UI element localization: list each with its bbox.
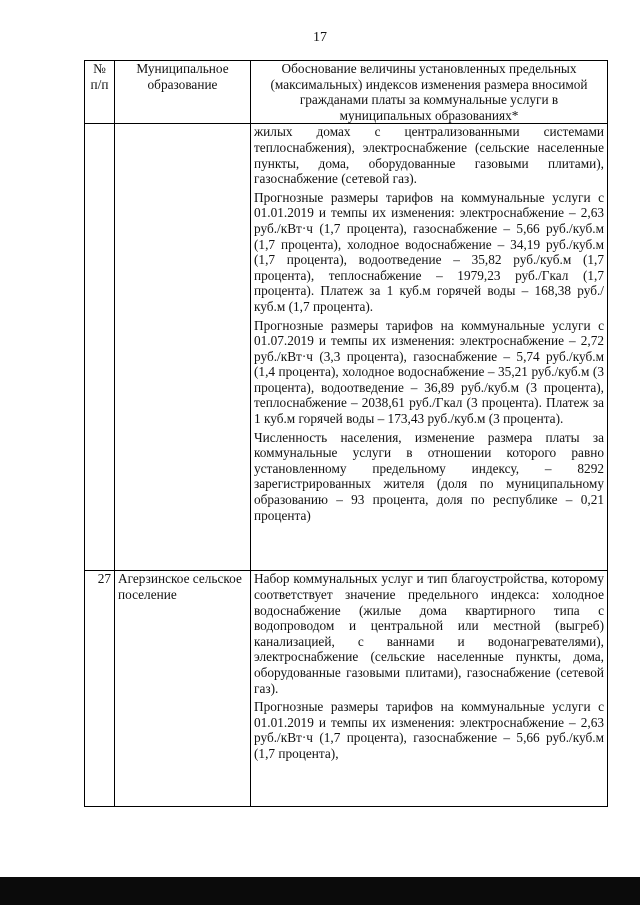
continuation-paragraph-2: Прогнозные размеры тарифов на коммунальные услуги с 01.01.2019 и темпы их изменения: электроснабжение – 2,63 руб./кВт·ч (1,7 процента), газоснабжение – 5,66 руб./куб.м (1,7 процента), холодное водоснабжение – 34,19 руб./куб.м (1,7 процента), водоотведение – 35,82 руб./куб.м (1,7 процента), теплоснабжение – 1979,23 руб./Гкал (1,7 процента). Платеж за 1 куб.м горячей воды – 168,38 руб./куб.м (1,7 процента). bbox=[254, 189, 604, 314]
continuation-paragraph-4: Численность населения, изменение размера платы за коммунальные услуги в отношении которого равно установленному предельному индексу, – 8292 зарегистрированных жителя (доля по муниципальному образованию – 93 процента, доля по республике – 0,21 процента) bbox=[254, 429, 604, 523]
table-row-continuation bbox=[85, 124, 608, 571]
row27-text-cell bbox=[251, 571, 608, 807]
municipality-name: Агерзинское сельское поселение bbox=[115, 571, 251, 807]
row27-paragraph-1: Набор коммунальных услуг и тип благоустройства, которому соответствует значение предельного индекса: холодное водоснабжение (жилые дома квартирного типа с водопроводом и центральной или местной (выгреб) канализацией, с ваннами и водонагревателями), электроснабжение (сельские населенные пункты, дома, оборудованные газовыми плитами), газоснабжение (сетевой газ). bbox=[254, 571, 604, 696]
row-number: 27 bbox=[85, 571, 115, 807]
header-municipality: Муниципальное образование bbox=[115, 61, 251, 124]
header-justification: Обоснование величины установленных предельных (максимальных) индексов изменения размера вносимой гражданами платы за коммунальные услуги в муниципальных образованиях* bbox=[251, 61, 608, 124]
row27-paragraph-2: Прогнозные размеры тарифов на коммунальные услуги с 01.01.2019 и темпы их изменения: электроснабжение – 2,63 руб./кВт·ч (1,7 процента), газоснабжение – 5,66 руб./куб.м (1,7 процента), bbox=[254, 699, 604, 761]
table-header-row bbox=[85, 61, 608, 124]
continuation-paragraph-1: жилых домах с централизованными системами теплоснабжения), электроснабжение (сельские населенные пункты, дома, оборудованные газовыми плитами), газоснабжение (сетевой газ). bbox=[254, 124, 604, 187]
continuation-num-cell bbox=[85, 124, 115, 571]
header-num: № п/п bbox=[85, 61, 115, 124]
tariff-table bbox=[84, 60, 608, 807]
table-row-27 bbox=[85, 571, 608, 807]
page-number: 17 bbox=[313, 30, 327, 45]
continuation-paragraph-3: Прогнозные размеры тарифов на коммунальные услуги с 01.07.2019 и темпы их изменения: электроснабжение – 2,72 руб./кВт·ч (3,3 процента), газоснабжение – 5,74 руб./куб.м (1,4 процента), холодное водоснабжение – 35,21 руб./куб.м (3 процента), водоотведение – 36,89 руб./куб.м (3 процента), теплоснабжение – 2038,61 руб./Гкал (3 процента). Платеж за 1 куб.м горячей воды – 173,43 руб./куб.м (3 процента). bbox=[254, 317, 604, 427]
scan-bottom-edge bbox=[0, 877, 640, 905]
continuation-text-cell bbox=[251, 124, 608, 571]
continuation-municipality-cell bbox=[115, 124, 251, 571]
